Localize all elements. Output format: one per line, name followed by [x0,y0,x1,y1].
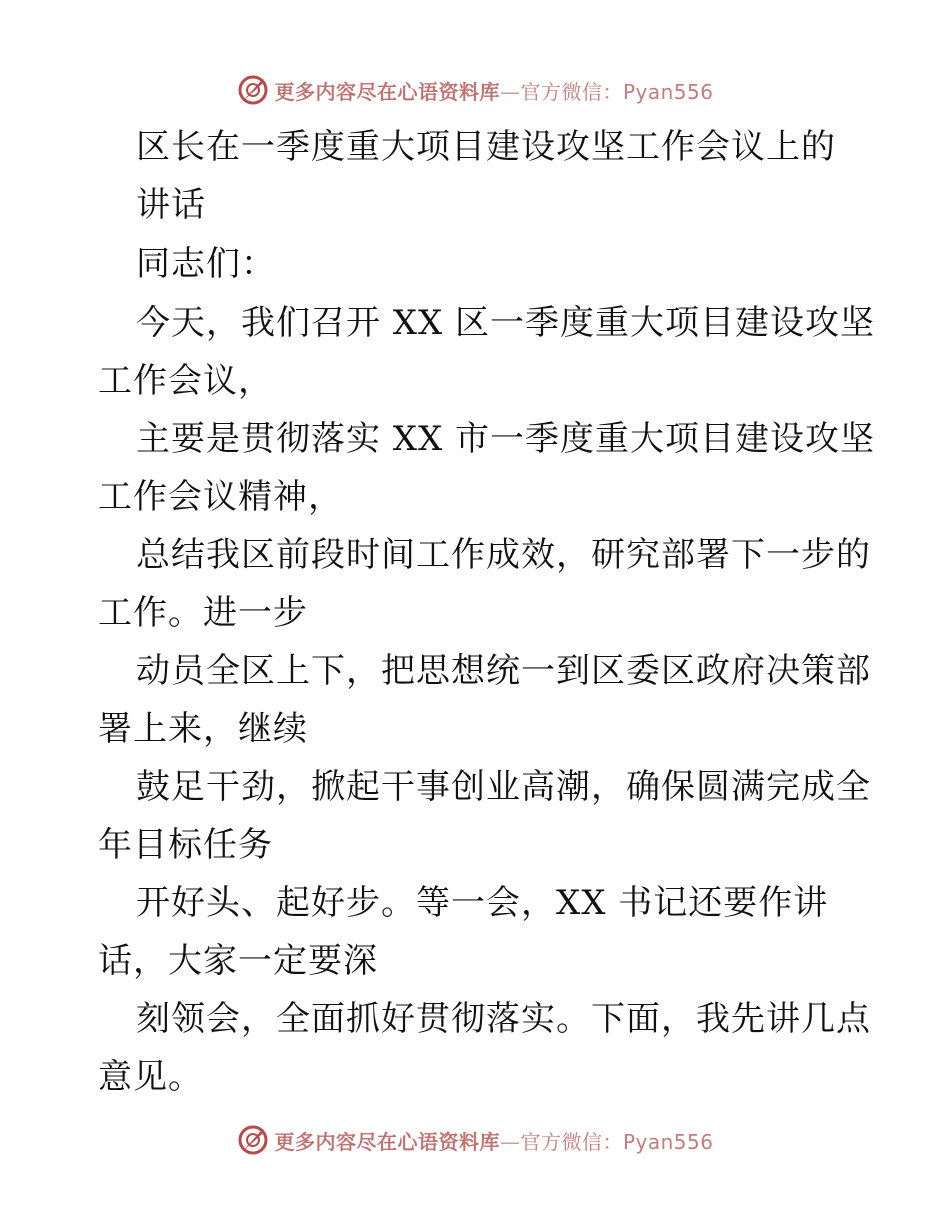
banner-dash: — [499,1129,521,1154]
paragraph-line: 年目标任务 [98,825,273,865]
paragraph-line: 意见。 [98,1057,203,1097]
banner-main-text: 更多内容尽在心语资料库 [274,1129,500,1154]
paragraph-line: 话，大家一定要深 [98,941,378,981]
banner-wechat-text: 官方微信：Pyan556 [520,79,714,104]
document-title-line-1: 区长在一季度重大项目建设攻坚工作会议上的 [136,127,836,167]
paragraph-line: 主要是贯彻落实 XX 市一季度重大项目建设攻坚 [136,419,876,459]
paragraph-line: 工作。进一步 [98,593,308,633]
header-banner [0,70,950,110]
document-title-line-2: 讲话 [136,185,206,225]
paragraph-line: 今天，我们召开 XX 区一季度重大项目建设攻坚 [136,303,876,343]
paragraph-line: 开好头、起好步。等一会，XX 书记还要作讲 [136,883,829,923]
paragraph-line: 总结我区前段时间工作成效，研究部署下一步的 [136,535,871,575]
paragraph-line: 鼓足干劲，掀起干事创业高潮，确保圆满完成全 [136,767,871,807]
paragraph-line: 刻领会，全面抓好贯彻落实。下面，我先讲几点 [136,999,871,1039]
paragraph-line: 工作会议精神， [98,477,343,517]
salutation: 同志们： [136,244,276,284]
banner-dash: — [499,79,521,104]
paragraph-line: 动员全区上下，把思想统一到区委区政府决策部 [136,651,871,691]
paragraph-line: 工作会议， [98,361,273,401]
banner-text [274,1126,713,1155]
paragraph-line: 署上来，继续 [98,709,308,749]
quill-logo-icon [236,73,270,107]
banner-text [274,76,713,105]
footer-banner [0,1120,950,1160]
banner-main-text: 更多内容尽在心语资料库 [274,79,500,104]
quill-logo-icon [236,1123,270,1157]
banner-wechat-text: 官方微信：Pyan556 [520,1129,714,1154]
